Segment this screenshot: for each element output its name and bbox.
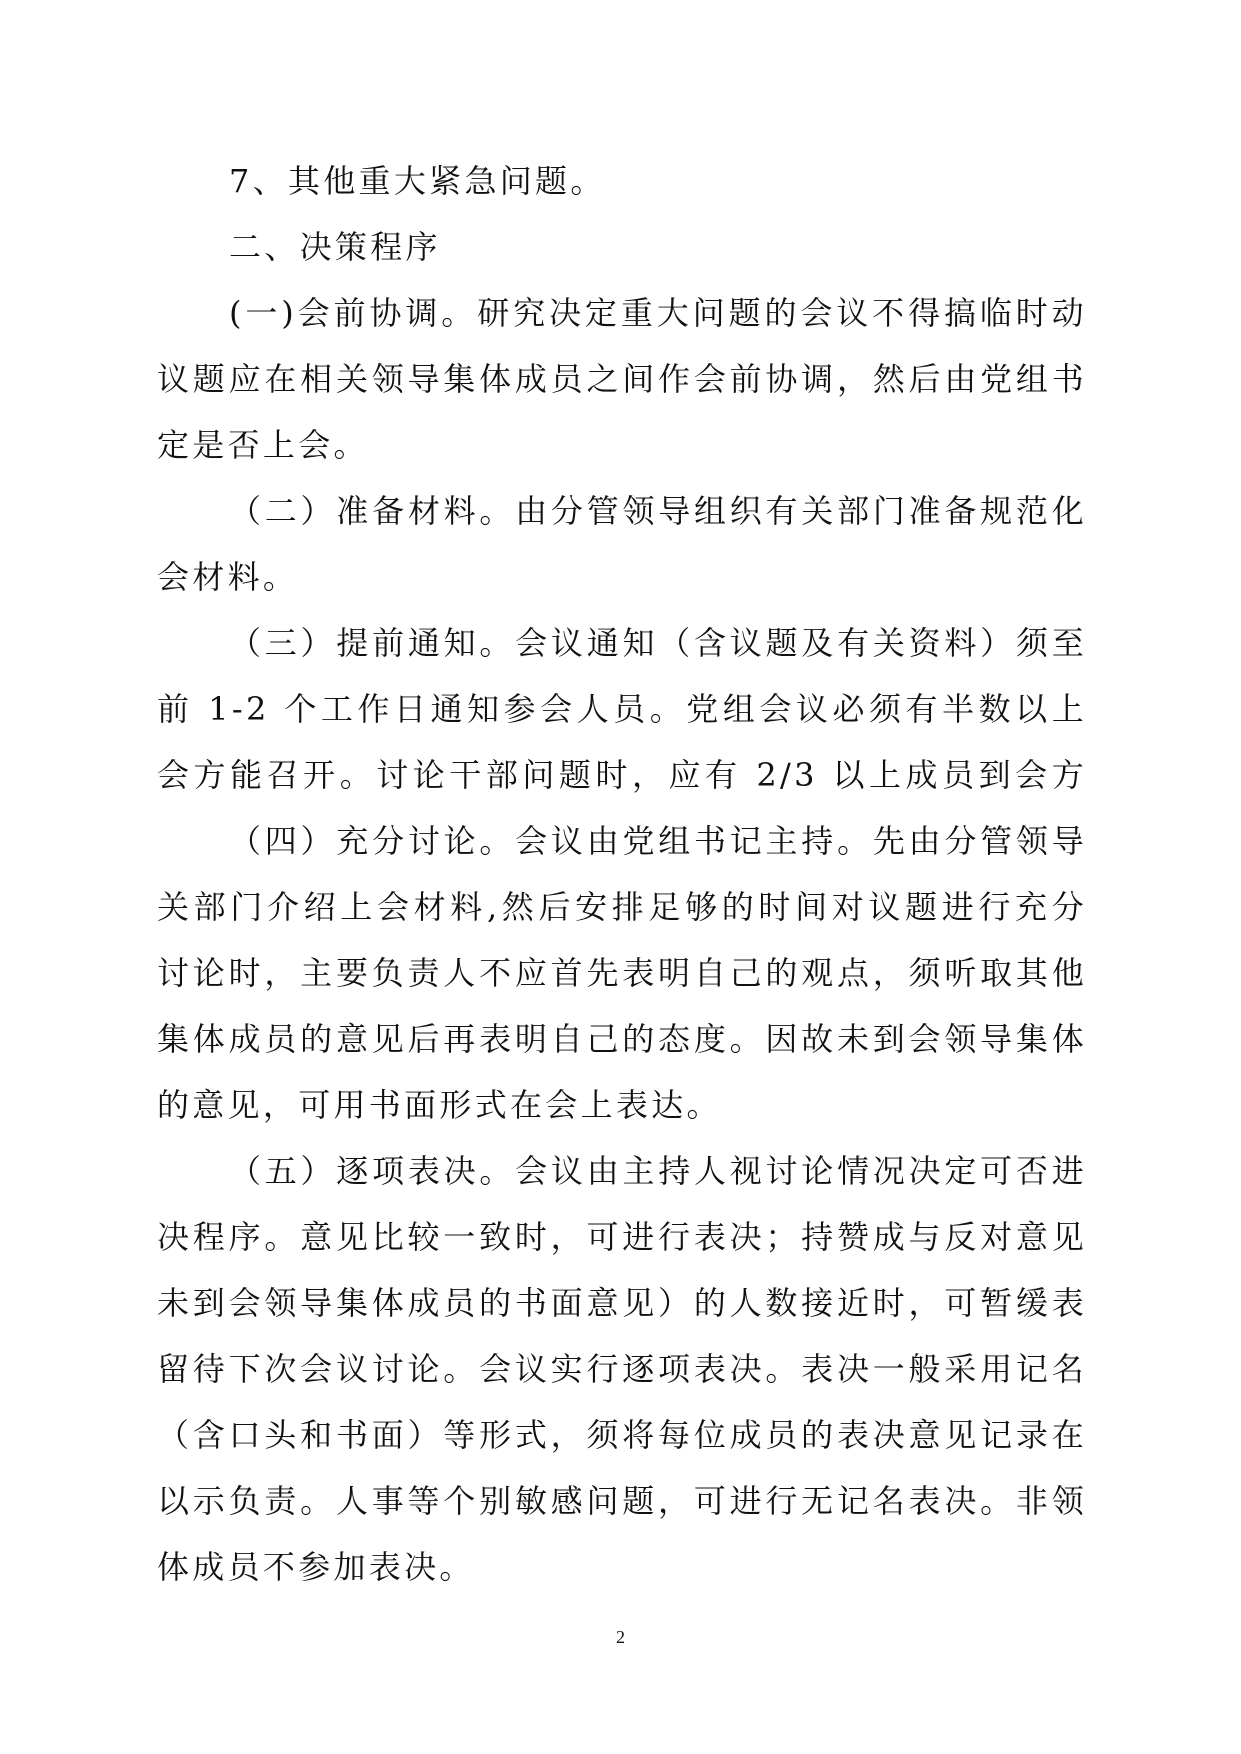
paragraph-1-line-3: 定是否上会。	[157, 426, 369, 464]
document-body	[157, 148, 1087, 1600]
paragraph-5-line-1: （五）逐项表决。会议由主持人视讨论情况决定可否进	[229, 1152, 1087, 1190]
paragraph-4-line-1: （四）充分讨论。会议由党组书记主持。先由分管领导	[229, 822, 1087, 860]
paragraph-3-line-2: 前 1-2 个工作日通知参会人员。党组会议必须有半数以上	[157, 690, 1087, 728]
paragraph-5-line-2: 决程序。意见比较一致时，可进行表决；持赞成与反对意见	[157, 1218, 1087, 1256]
section-heading-decision-procedure: 二、决策程序	[229, 228, 441, 266]
paragraph-5-line-3: 未到会领导集体成员的书面意见）的人数接近时，可暂缓表	[157, 1284, 1087, 1322]
paragraph-5-line-6: 以示负责。人事等个别敏感问题，可进行无记名表决。非领	[157, 1482, 1087, 1520]
paragraph-2-line-1: （二）准备材料。由分管领导组织有关部门准备规范化	[229, 492, 1087, 530]
paragraph-3-line-1: （三）提前通知。会议通知（含议题及有关资料）须至	[229, 624, 1087, 662]
paragraph-1-line-2: 议题应在相关领导集体成员之间作会前协调，然后由党组书	[157, 360, 1087, 398]
page-number: 2	[616, 1627, 625, 1647]
paragraph-3-line-3: 会方能召开。讨论干部问题时，应有 2/3 以上成员到会方	[157, 756, 1087, 794]
paragraph-5-line-5: （含口头和书面）等形式，须将每位成员的表决意见记录在	[157, 1416, 1087, 1454]
paragraph-5-line-7: 体成员不参加表决。	[157, 1548, 475, 1586]
paragraph-5-line-4: 留待下次会议讨论。会议实行逐项表决。表决一般采用记名	[157, 1350, 1087, 1388]
paragraph-4-line-3: 讨论时，主要负责人不应首先表明自己的观点，须听取其他	[157, 954, 1087, 992]
item-7-line: 7、其他重大紧急问题。	[229, 162, 606, 200]
paragraph-1-line-1: (一)会前协调。研究决定重大问题的会议不得搞临时动	[229, 294, 1087, 332]
paragraph-4-line-5: 的意见，可用书面形式在会上表达。	[157, 1086, 722, 1124]
paragraph-4-line-2: 关部门介绍上会材料,然后安排足够的时间对议题进行充分	[157, 888, 1087, 926]
paragraph-4-line-4: 集体成员的意见后再表明自己的态度。因故未到会领导集体	[157, 1020, 1087, 1058]
paragraph-2-line-2: 会材料。	[157, 558, 299, 596]
